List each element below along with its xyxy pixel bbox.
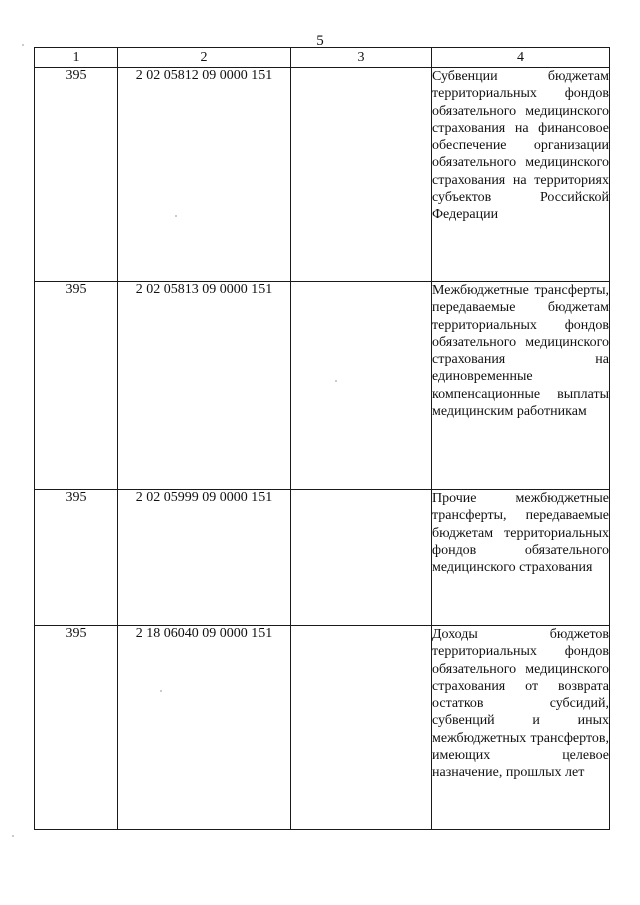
scan-speck (12, 835, 14, 837)
description-cell: Межбюджетные трансферты, передаваемые бюджетам территориальных фондов обязательного медицинского страхования на единовременные компенсационные выплаты медицинским работникам (432, 282, 610, 490)
admin-code-cell: 395 (35, 626, 118, 830)
scan-speck (22, 44, 24, 46)
header-col-4: 4 (432, 48, 610, 68)
table-row (35, 282, 610, 490)
budget-code-cell: 2 02 05813 09 0000 151 (118, 282, 291, 490)
header-col-1: 1 (35, 48, 118, 68)
scan-speck (175, 215, 177, 217)
table-header-row (35, 48, 610, 68)
header-col-3: 3 (291, 48, 432, 68)
empty-cell (291, 68, 432, 282)
admin-code-cell: 395 (35, 490, 118, 626)
description-cell: Доходы бюджетов территориальных фондов обязательного медицинского страхования от возврата остатков субсидий, субвенций и иных межбюджетных трансфертов, имеющих целевое назначение, прошлых лет (432, 626, 610, 830)
table-row (35, 626, 610, 830)
admin-code-cell: 395 (35, 282, 118, 490)
admin-code-cell: 395 (35, 68, 118, 282)
classification-table (34, 47, 610, 830)
budget-code-cell: 2 18 06040 09 0000 151 (118, 626, 291, 830)
empty-cell (291, 282, 432, 490)
description-cell: Прочие межбюджетные трансферты, передаваемые бюджетам территориальных фондов обязательного медицинского страхования (432, 490, 610, 626)
table-row (35, 68, 610, 282)
scan-speck (160, 690, 162, 692)
budget-code-cell: 2 02 05812 09 0000 151 (118, 68, 291, 282)
scan-speck (335, 380, 337, 382)
budget-code-cell: 2 02 05999 09 0000 151 (118, 490, 291, 626)
empty-cell (291, 626, 432, 830)
empty-cell (291, 490, 432, 626)
description-cell: Субвенции бюджетам территориальных фондов обязательного медицинского страхования на финансовое обеспечение организации обязательного медицинского страхования на территориях субъектов Российской Федерации (432, 68, 610, 282)
table-row (35, 490, 610, 626)
page-number: 5 (316, 33, 324, 49)
header-col-2: 2 (118, 48, 291, 68)
